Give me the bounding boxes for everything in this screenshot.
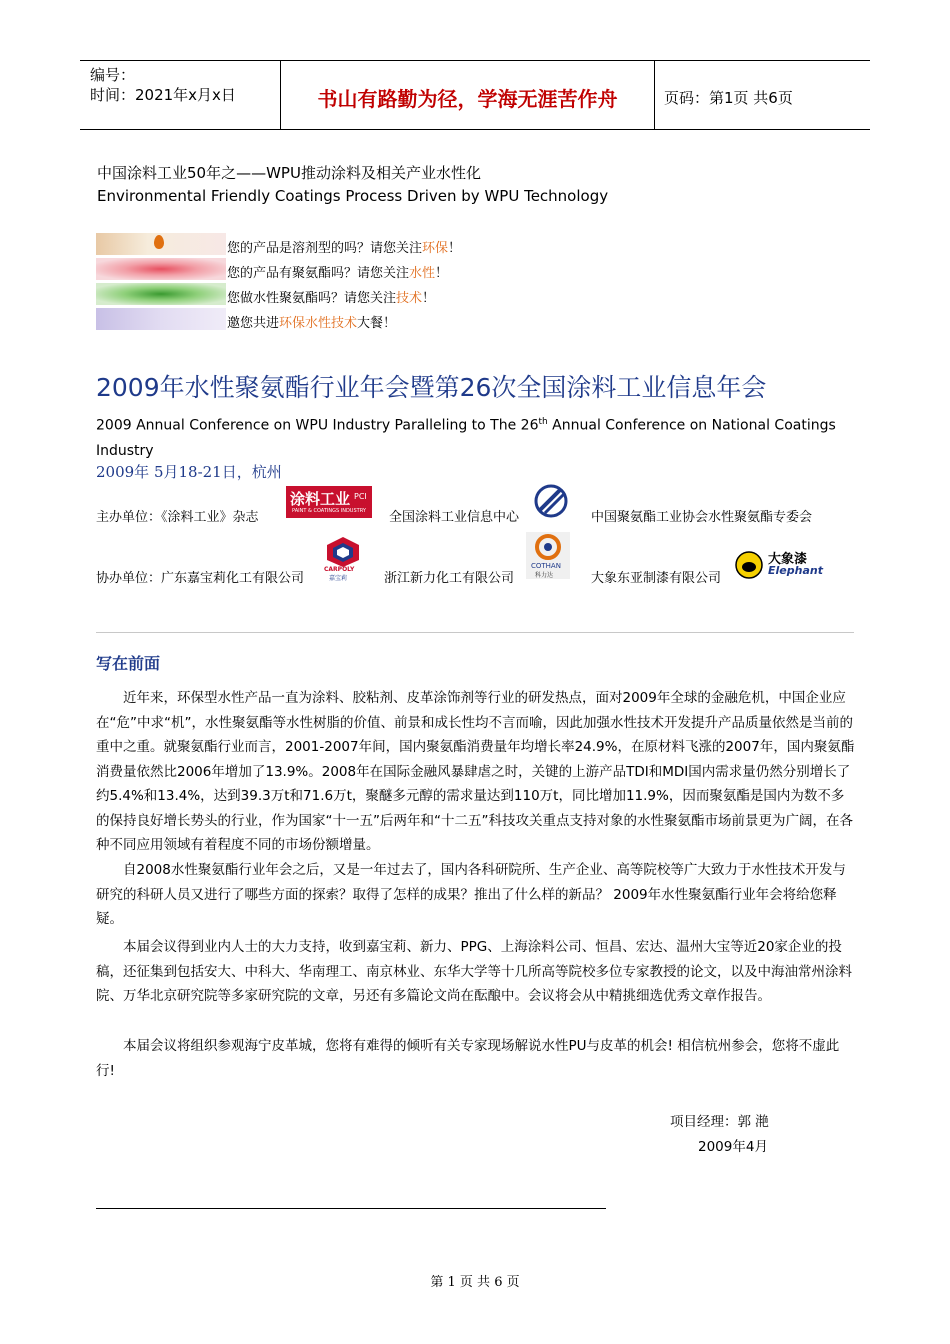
conference-date: 2009年 5月18-21日，杭州 [96, 463, 282, 481]
co-host3-label: 大象东亚制漆有限公司 [591, 571, 722, 586]
banner-line: 您的产品是溶剂型的吗？请您关注环保！ [227, 241, 462, 256]
banner-image-red [96, 258, 226, 280]
banner-line: 您的产品有聚氨酯吗？请您关注水性！ [227, 266, 449, 281]
cothan-logo: COTHAN 科力达 [526, 532, 570, 579]
carpoly-logo: CARPOLY 嘉宝莉 [324, 536, 362, 580]
info-center-logo [531, 483, 571, 519]
conference-title: 2009年水性聚氨酯行业年会暨第26次全国涂料工业信息年会 [96, 373, 767, 402]
header-divider [654, 61, 655, 129]
paragraph: 自2008水性聚氨酯行业年会之后，又是一年过去了，国内各科研院所、生产企业、高等院校等广大致力于水性技术开发与研究的科研人员又进行了哪些方面的探索？取得了怎样的成果？推出了什么样的新品？ 2009年水性聚氨酯行业年会将给您释疑。 [96, 862, 846, 927]
banner-image-purple [96, 308, 226, 330]
conference-title-en: 2009 Annual Conference on WPU Industry Paralleling to The 26th Annual Conference on National Coatings Industry [96, 417, 836, 459]
title-cn: 中国涂料工业50年之——WPU推动涂料及相关产业水性化 [97, 164, 481, 182]
footnote-rule [96, 1208, 606, 1209]
section-divider [96, 632, 854, 633]
signature-date: 2009年4月 [698, 1139, 768, 1155]
document-header [80, 60, 870, 130]
banner-line: 邀您共进环保水性技术大餐！ [227, 316, 397, 331]
page-footer: 第 1 页 共 6 页 [430, 1275, 520, 1290]
pci-logo: 涂料工业 PCI PAINT & COATINGS INDUSTRY [286, 486, 372, 518]
paragraph: 本届会议将组织参观海宁皮革城，您将有难得的倾听有关专家现场解说水性PU与皮革的机会! 相信杭州参会，您将不虚此行! [96, 1038, 840, 1079]
paragraph: 近年来，环保型水性产品一直为涂料、胶粘剂、皮革涂饰剂等行业的研发热点，面对2009年全球的金融危机，中国企业应在“危”中求“机”，水性聚氨酯等水性树脂的价值、前景和成长性均不言而喻，因此加强水性技术开发提升产品质量依然是当前的重中之重。就聚氨酯行业而言，2001-2007年间，国内聚氨酯消费量年均增长率24.9%，在原材料飞涨的2007年，国内聚氨酯消费量依然比2006年增加了13.9%。2008年在国际金融风暴肆虐之时，关键的上游产品TDI和MDI国内需求量仍然分别增长了约5.4%和13.4%，达到39.3万t和71.6万t，聚醚多元醇的需求量达到110万t，同比增加11.9%，因而聚氨酯是国内为数不多的保持良好增长势头的行业，作为国家“十一五”后两年和“十二五”科技攻关重点支持对象的水性聚氨酯市场前景更为广阔，在各种不同应用领域有着程度不同的市场份额增量。 [96, 690, 855, 853]
paragraph: 本届会议得到业内人士的大力支持，收到嘉宝莉、新力、PPG、上海涂料公司、恒昌、宏达、温州大宝等近20家企业的投稿，还征集到包括安大、中科大、华南理工、南京林业、东华大学等十几所高等院校多位专家教授的论文，以及中海油常州涂料院、万华北京研究院等多家研究院的文章，另还有多篇论文尚在酝酿中。会议将会从中精挑细选优秀文章作报告。 [96, 939, 852, 1004]
header-motto: 书山有路勤为径，学海无涯苦作舟 [317, 87, 618, 111]
section-title: 写在前面 [96, 654, 161, 673]
banner-image-orange [96, 233, 226, 255]
signature-manager: 项目经理：郭 滟 [670, 1114, 769, 1130]
host-label: 主办单位：《涂料工业》杂志 [96, 510, 259, 525]
droplet-icon [154, 235, 164, 249]
time-label: 时间：2021年x月x日 [90, 86, 236, 104]
banner-line: 您做水性聚氨酯吗？请您关注技术！ [227, 291, 436, 306]
host2-label: 全国涂料工业信息中心 [389, 510, 520, 525]
number-label: 编号： [90, 66, 136, 84]
host3-label: 中国聚氨酯工业协会水性聚氨酯专委会 [591, 510, 813, 525]
banner-image-green [96, 283, 226, 305]
elephant-logo: 大象漆 Elephant [734, 548, 824, 582]
page-number-label: 页码：第1页 共6页 [664, 89, 793, 107]
co-host-label: 协办单位：广东嘉宝莉化工有限公司 [96, 571, 305, 586]
title-en: Environmental Friendly Coatings Process Driven by WPU Technology [97, 187, 609, 205]
co-host2-label: 浙江新力化工有限公司 [384, 571, 515, 586]
header-meta [90, 65, 236, 105]
